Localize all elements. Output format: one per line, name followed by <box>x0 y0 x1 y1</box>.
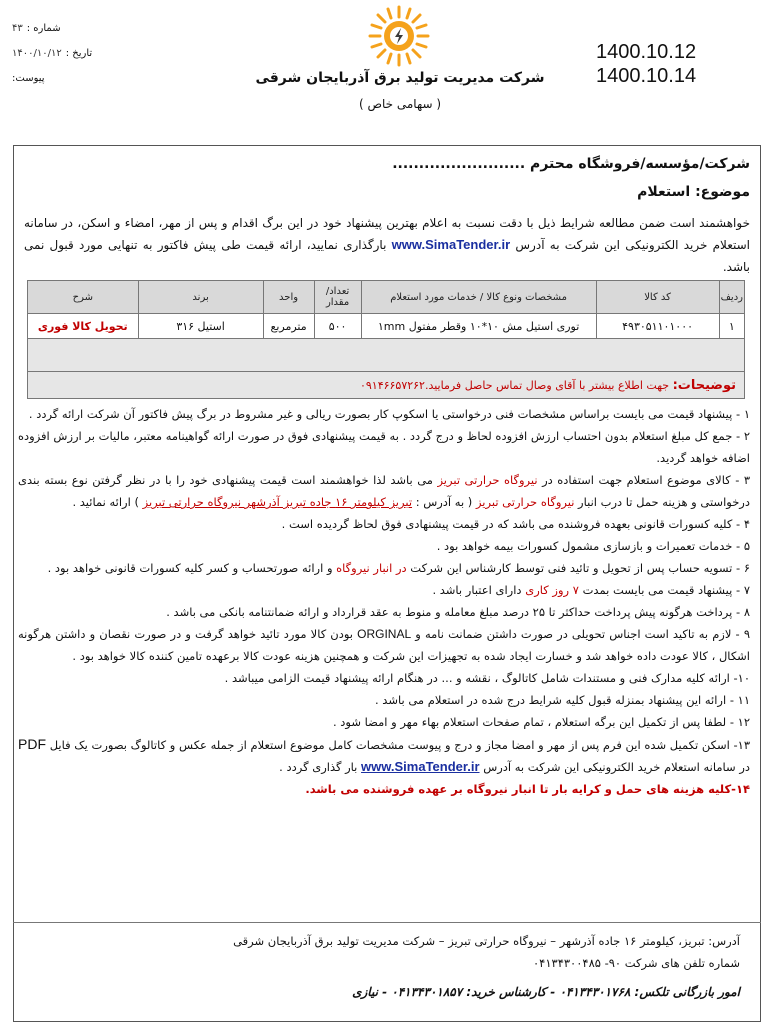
term-3-plant2: نیروگاه حرارتی تبریز <box>475 495 575 509</box>
term-3-plant: نیروگاه حرارتی تبریز <box>437 473 538 487</box>
term-9 <box>18 623 750 667</box>
col-desc-header: مشخصات ونوع کالا / خدمات مورد استعلام <box>361 281 596 314</box>
cell-desc: توری استیل مش ۱۰*۱۰ وقطر مفتول ۱mm <box>361 314 596 339</box>
handwritten-date-2: 1400.10.14 <box>596 65 697 87</box>
term-4: ۴ - کلیه کسورات قانونی بعهده فروشنده می باشد که در قیمت پیشنهادی فوق لحاظ گردیده است . <box>281 517 750 531</box>
intro-text-2: بارگذاری نمایید، ارائه قیمت طی پیش فاکتور به تنهایی مورد قبول نمی باشد. <box>24 238 750 274</box>
term-13-c: بار گذاری گردد . <box>279 760 358 774</box>
ref-number-value: ۴۳ <box>12 23 23 34</box>
footer-divider <box>13 922 761 923</box>
col-code-header: کد کالا <box>596 281 719 314</box>
intro-paragraph <box>24 212 750 278</box>
term-9-original: ORGINAL <box>357 627 412 641</box>
cell-brand: استیل ۳۱۶ <box>138 314 263 339</box>
term-11: ۱۱ - ارائه این پیشنهاد بمنزله قبول کلیه شرایط درج شده در استعلام می باشد . <box>374 693 750 707</box>
term-10: ۱۰- ارائه کلیه مدارک فنی و مستندات شامل کاتالوگ ، نقشه و ... در هنگام ارائه پیشنهاد قیمت الزامی میباشد . <box>224 671 750 685</box>
notes-label: توضیحات: <box>672 377 736 393</box>
term-3 <box>18 469 750 513</box>
term-3-d: ) ارائه نمائید . <box>72 495 139 509</box>
date-label: تاریخ : <box>65 48 93 59</box>
term-13-b: در سامانه استعلام خرید الکترونیکی این شرکت به آدرس <box>483 760 750 774</box>
intro-text-1: خواهشمند است ضمن مطالعه شرایط ذیل با دقت نسبت به اعلام بهترین پیشنهاد خود در این برگ اقدام و پس از مهر، امضاء و اسکن، در سامانه استعلام خرید الکترونیکی این شرکت به آدرس <box>24 216 751 252</box>
company-logo-icon <box>368 5 430 67</box>
table-row <box>28 314 745 339</box>
col-qty-header: تعداد/ مقدار <box>314 281 361 314</box>
company-name: شرکت مدیریت تولید برق آذربایجان شرقی <box>255 70 545 86</box>
handwritten-date-1: 1400.10.12 <box>596 41 697 63</box>
footer <box>40 930 740 974</box>
term-2: ۲ - جمع کل مبلغ استعلام بدون احتساب ارزش افزوده لحاظ و درج گردد . به قیمت پیشنهادی فوق در صورت ارائه گواهینامه معتبر، مالیات بر ارزش افزوده اضافه خواهد گردید. <box>18 429 750 465</box>
term-13-a: ۱۳- اسکن تکمیل شده این فرم پس از مهر و امضا مجاز و درج و پیوست مشخصات کامل موضوع استعلام از جمله عکس و کاتالوگ بصورت یک فایل <box>49 738 750 752</box>
attachment-label: پیوست: <box>12 73 45 84</box>
term-7-a: ۷ - پیشنهاد قیمت می بایست بمدت <box>582 583 750 597</box>
term-3-b: می باشد لذا خواهشمند است قیمت پیشنهادی خود را با در نظر گرفتن نوع بسته بندی درخواستی و هزینه حمل تا درب انبار <box>18 473 750 509</box>
blank-row <box>28 339 745 372</box>
cell-code: ۴۹۳۰۵۱۱۰۱۰۰۰ <box>596 314 719 339</box>
footer-phones: شماره تلفن های شرکت ۹۰- ۰۴۱۳۴۳۰۰۴۸۵ <box>532 956 740 970</box>
term-7-red: ۷ روز کاری <box>525 583 579 597</box>
term-6-red: در انبار نیروگاه <box>336 561 407 575</box>
term-3-c: ( به آدرس : <box>415 495 473 509</box>
term-1: ۱ - پیشنهاد قیمت می بایست براساس مشخصات فنی درخواستی یا اسکوپ کار بصورت ریالی و غیر مشروط در برگ پیش فاکتور آن شرکت ارائه گردد . <box>28 407 750 421</box>
term-9-b: بودن کالا مورد تائید خواهد گرفت و در صورت نقصان و داشتن هرگونه اشکال ، کالا عودت داده خواهد شد و خسارت ایجاد شده به تجهیزات این شرکت و همچنین هزینه عودت کالا برعهده تامین کننده کالا خواهد بود . <box>18 627 750 663</box>
notes-row <box>28 372 745 399</box>
cell-row: ۱ <box>719 314 744 339</box>
ref-number-row <box>12 16 152 41</box>
simatender-link[interactable]: www.SimaTender.ir <box>391 237 511 252</box>
cell-unit: مترمربع <box>263 314 314 339</box>
table-header-row <box>28 281 745 314</box>
col-unit-header: واحد <box>263 281 314 314</box>
attachment-row <box>12 66 152 91</box>
term-13-site-link[interactable]: www.SimaTender.ir <box>361 759 480 774</box>
term-12: ۱۲ - لطفا پس از تکمیل این برگه استعلام ، تمام صفحات استعلام بهاء مهر و امضا شود . <box>332 715 750 729</box>
term-3-address: تبریز کیلومتر ۱۶ جاده تبریز آذرشهر نیروگاه حرارتی تبریز <box>142 495 413 509</box>
term-6 <box>18 557 750 579</box>
reference-block <box>12 16 152 91</box>
handwritten-dates <box>596 40 716 88</box>
addressee: شرکت/مؤسسه/فروشگاه محترم ......................... <box>392 156 750 172</box>
term-6-b: و ارائه صورتحساب و کسر کلیه کسورات قانونی خواهد بود . <box>47 561 333 575</box>
term-8: ۸ - پرداخت هرگونه پیش پرداخت حداکثر تا ۲۵ درصد مبلغ معامله و منوط به عقد قرارداد و ارائه ضمانتنامه بانکی می باشد . <box>166 605 750 619</box>
date-row <box>12 41 152 66</box>
subject: موضوع: استعلام <box>637 184 750 200</box>
term-6-a: ۶ - تسویه حساب پس از تحویل و تائید فنی توسط کارشناس این شرکت <box>410 561 750 575</box>
footer-address: آدرس: تبریز، کیلومتر ۱۶ جاده آذرشهر – نیروگاه حرارتی تبریز – شرکت مدیریت تولید برق آذربایجان شرقی <box>233 934 740 948</box>
term-13 <box>18 733 750 778</box>
cell-note: تحویل کالا فوری <box>28 314 139 339</box>
term-3-a: ۳ - کالای موضوع استعلام جهت استفاده در <box>542 473 751 487</box>
col-note-header: شرح <box>28 281 139 314</box>
term-7 <box>18 579 750 601</box>
date-value: ۱۴۰۰/۱۰/۱۲ <box>12 48 62 59</box>
term-13-pdf: PDF <box>18 736 46 752</box>
term-7-b: دارای اعتبار باشد . <box>432 583 522 597</box>
term-14: ۱۴-کلیه هزینه های حمل و کرایه بار تا انبار نیروگاه بر عهده فروشنده می باشد. <box>305 782 750 796</box>
ref-number-label: شماره : <box>26 23 61 34</box>
term-5: ۵ - خدمات تعمیرات و بازسازی مشمول کسورات بیمه خواهد بود . <box>436 539 750 553</box>
term-9-a: ۹ - لازم به تاکید است اجناس تحویلی در صورت داشتن ضمانت نامه و <box>415 627 751 641</box>
company-type: ( سهامی خاص ) <box>358 97 442 111</box>
cell-qty: ۵۰۰ <box>314 314 361 339</box>
col-row-header: ردیف <box>719 281 744 314</box>
terms-list <box>18 403 750 800</box>
footer-buyers: امور بازرگانی تلکس: ۰۴۱۳۴۳۰۱۷۶۸ - کارشناس خرید: ۰۴۱۳۴۳۰۱۸۵۷ - نیازی <box>352 985 740 999</box>
items-table <box>27 280 745 399</box>
notes-text: جهت اطلاع بیشتر با آقای وصال تماس حاصل فرمایید.۰۹۱۴۶۶۵۷۲۶۲ <box>359 378 670 392</box>
col-brand-header: برند <box>138 281 263 314</box>
